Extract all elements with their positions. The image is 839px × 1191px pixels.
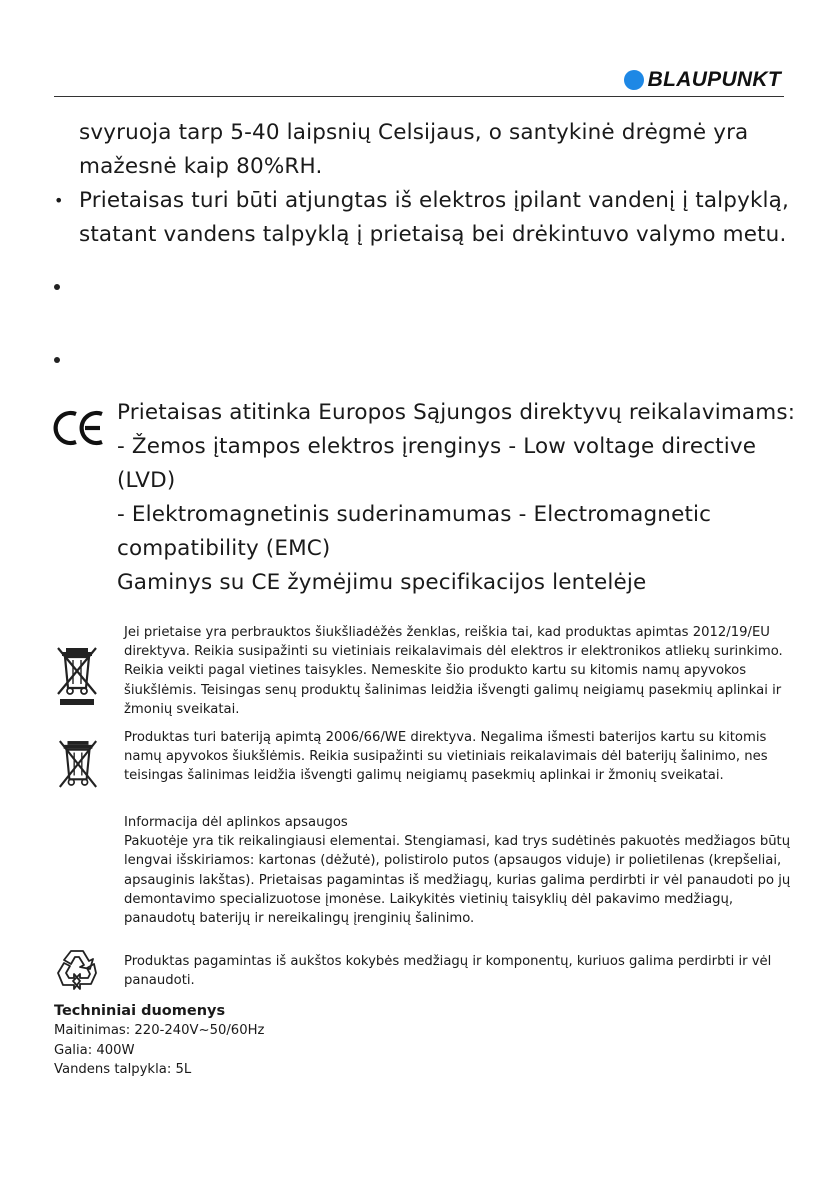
- technical-data-line: Galia: 400W: [54, 1042, 135, 1058]
- ce-mark-icon: [52, 408, 106, 448]
- ce-line: - Elektromagnetinis suderinamumas - Electromagnetic compatibility (EMC): [117, 502, 712, 561]
- intro-text: svyruoja tarp 5-40 laipsnių Celsijaus, o santykinė drėgmė yra mažesnė kaip 80%RH.: [79, 120, 749, 179]
- battery-crossed-bin-icon: [56, 736, 100, 792]
- bullet-symbol: •: [54, 191, 64, 210]
- battery-text: Produktas turi bateriją apimtą 2006/66/WE direktyva. Negalima išmesti baterijos kartu su kitomis namų apyvokos šiukšlėmis. Reikia susipažinti su vietiniais reikalavimais dėl baterijų šalinimo, nes teisingas šalinimas leidžia išvengti galimų neigiamų pasekmių aplinkai ir žmonių sveikatai.: [124, 730, 768, 784]
- recycle-section: [124, 952, 794, 990]
- weee-text: Jei prietaise yra perbrauktos šiukšliadėžės ženklas, reiškia tai, kad produktas apimtas 2012/19/EU direktyva. Reikia susipažinti su vietiniais reikalavimais dėl elektros ir elektronikos atliekų surinkimo. Reikia veikti pagal vietines taisykles. Nemeskite šio produkto kartu su kitomis namų apyvokos šiukšlėmis. Teisingas senų produktų šalinimas leidžia išvengti galimų neigiamų pasekmių aplinkai ir žmonių sveikatai.: [124, 625, 783, 717]
- brand-dot-icon: [624, 70, 644, 90]
- empty-bullet-marker: [54, 284, 60, 290]
- environment-title: Informacija dėl aplinkos apsaugos: [124, 815, 348, 830]
- recycle-text: Produktas pagamintas iš aukštos kokybės medžiagų ir komponentų, kuriuos galima perdirbti ir vėl panaudoti.: [124, 954, 772, 989]
- recycle-icon: [52, 946, 102, 992]
- empty-bullet-marker: [54, 357, 60, 363]
- environment-text: Pakuotėje yra tik reikalingiausi elementai. Stengiamasi, kad trys sudėtinės pakuotės medžiagos būtų lengvai išskiriamos: kartonas (dėžutė), polistirolo putos (apsaugos viduje) ir polietilenas (krepšeliai, apsauginis lakštas). Prietaisas pagamintas iš medžiagų, kurias galima perdirbti ir vėl panaudoti po jų demontavimo specializuotose įmonėse. Laikykitės vietinių taisyklių dėl pakavimo medžiagų, panaudotų baterijų ir nereikalingų įrenginių šalinimo.: [124, 834, 791, 927]
- environment-section: [124, 813, 794, 928]
- header-divider: [54, 96, 784, 97]
- technical-data-line: Vandens talpykla: 5L: [54, 1062, 192, 1077]
- technical-data: [54, 1001, 454, 1080]
- ce-compliance-text: [117, 396, 807, 600]
- ce-line: Gaminys su CE žymėjimu specifikacijos lentelėje: [117, 570, 647, 595]
- brand-logo: [624, 68, 781, 92]
- weee-section: [124, 623, 794, 719]
- brand-name: BLAUPUNKT: [647, 68, 781, 91]
- battery-section: [124, 728, 794, 786]
- technical-data-title: Techniniai duomenys: [54, 1003, 226, 1019]
- ce-line: Prietaisas atitinka Europos Sąjungos direktyvų reikalavimams:: [117, 400, 796, 425]
- weee-crossed-bin-icon: [54, 642, 100, 708]
- technical-data-line: Maitinimas: 220-240V~50/60Hz: [54, 1023, 265, 1038]
- bullet-text: Prietaisas turi būti atjungtas iš elektros įpilant vandenį į talpyklą, statant vandens talpyklą į prietaisą bei drėkintuvo valymo metu.: [79, 188, 789, 247]
- ce-line: - Žemos įtampos elektros įrenginys - Low voltage directive (LVD): [117, 434, 757, 493]
